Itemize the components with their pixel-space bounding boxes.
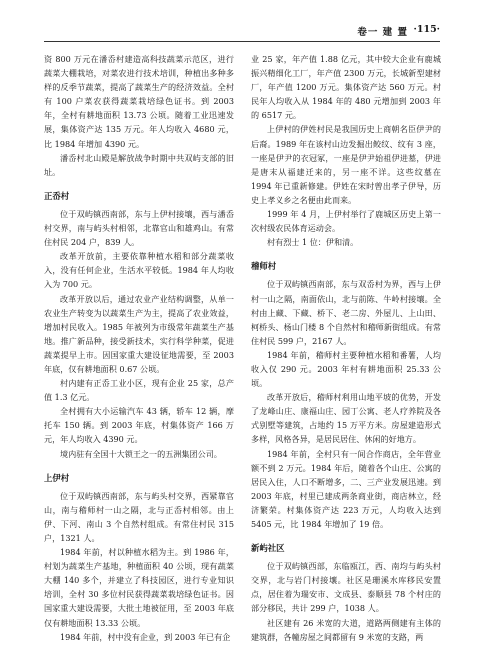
paragraph: 潘岙村北山殿是解放战争时期中共双屿支部的旧址。 (44, 152, 234, 177)
page-number: ·115· (413, 24, 440, 35)
paragraph: 位于双屿镇西南部，东与双岙村为界，西与上伊村一山之隔，南面依山，北与前陈、牛岭村接壤。全村由上藏、下藏、桥下、老二房、外屋儿、上山田、柯桥头、杨山门楼 8 个自然村和稽师新街组成。有常住村民 599 户，2167 人。 (251, 279, 441, 346)
section-heading: 上伊村 (44, 472, 70, 483)
paragraph: 业 25 家，年产值 1.88 亿元，其中较大企业有鹿城振兴精细化工厂，年产值 2300 万元，长城新型建材厂，年产值 1200 万元。集体资产达 560 万元。村民年人均收入从 1984 年的 480 元增加到 2003 年的 6517 元。 (251, 54, 441, 121)
paragraph: 村内建有正岙工业小区，现有企业 25 家，总产值 1.3 亿元。 (44, 378, 234, 403)
left-column (44, 52, 234, 644)
section-heading: 正岙村 (44, 190, 70, 201)
paragraph: 改革开放前，主要依靠种植水稻和部分蔬菜收入，没有任何企业，生活水平较低。1984 年人均收入为 700 元。 (44, 251, 234, 290)
header-rule (44, 41, 440, 42)
paragraph: 境内驻有全国十大锁王之一的五洲集团公司。 (60, 448, 222, 459)
paragraph: 资 800 万元在潘岙村建造高科技蔬菜示范区，进行蔬菜大棚栽培，对菜农进行技术培训，种植出多种多样的反季节蔬菜，提高了蔬菜生产的经济效益。全村有 100 户菜农获得蔬菜栽培绿色证书。到 2003 年，全村有耕地面积 13.73 公顷。随着工业迅速发展，集体资产达 135 万元。年人均收入 4680 元，比 1984 年增加 4390 元。 (44, 54, 234, 149)
paragraph: 1984 年前，稽师村主要种植水稻和番薯，人均收入仅 290 元。2003 年村有耕地面积 25.33 公顷。 (251, 349, 441, 389)
paragraph: 位于双屿镇西南部，东与屿头村交界，西紧靠官山，南与稽师村一山之隔，北与正岙村相邻。由上伊、下河、南山 3 个自然村组成。有常住村民 315 户，1321 人。 (44, 490, 234, 543)
paragraph: 1999 年 4 月，上伊村举行了鹿城区历史上第一次村级农民体育运动会。 (251, 209, 441, 234)
section-heading: 新屿社区 (251, 543, 285, 554)
running-title: 卷一 建 置 (357, 27, 408, 38)
section-heading: 稽师村 (251, 261, 277, 272)
paragraph: 1984 年前，村以种植水稻为主。到 1986 年，村划为蔬菜生产基地，种植面积 40 公顷，现有蔬菜大棚 140 多个，并建立了科技园区，进行专业知识培训，全村 30 多位村民获得蔬菜栽培绿色证书。因国家重大建设需要，大批土地被征用，至 2003 年底仅有耕地面积 13.33 公顷。 (44, 547, 234, 628)
paragraph: 上伊村的伊姓村民是我国历史上商朝名臣伊尹的后裔。1989 年在该村山边发掘出鲛纹、纹有 3 座，一座是伊尹的衣冠冢，一座是伊尹始祖伊进墓，伊进是唐末从福建迁来的，另一座不详。这些纹墓在 1994 年已重新修建。伊姓在宋时曾出孝子伊导，历史上孝义乡之名便由此而来。 (251, 124, 441, 205)
paragraph: 1984 年前，全村只有一间合作商店，全年营业额不到 2 万元。1984 年后，随着各个山庄、公寓的居民入住，人口不断增多，二、三产业发展迅速。到 2003 年底，村里已建成两条商业街，商店林立，经济繁荣。村集体资产达 223 万元，人均收入达到 5405 元，比 1984 年增加了 19 倍。 (251, 448, 441, 529)
paragraph: 社区建有 26 米宽的大道，道路两侧建有主体的建筑群，各幢房屋之间都留有 9 米宽的支路，两 (251, 617, 441, 642)
right-column (251, 52, 441, 644)
paragraph: 位于双屿镇西部，东临瓯江，西、南均与屿头村交界，北与岩门村接壤。社区是珊溪水库移民安置点，居住着为瑞安市、文成县、泰顺县 78 个村庄的部分移民，共计 299 户，1038 人。 (251, 561, 441, 614)
page-header (44, 22, 440, 42)
paragraph: 改革开放后，稽师村利用山地平坡的优势，开发了龙峰山庄、康福山庄、园丁公寓、老人疗养院及各式别墅等建筑，占地约 15 万平方米。房屋建造形式多样，风格各异，是居民居住、休闲的好地方。 (251, 392, 441, 445)
paragraph: 位于双屿镇西南部，东与上伊村接壤，西与潘岙村交界，南与屿头村相邻，北靠官山和雄鸡山。有常住村民 204 户，839 人。 (44, 208, 234, 248)
paragraph: 村有烈士 1 位：伊和清。 (267, 237, 359, 248)
paragraph: 改革开放以后，通过农业产业结构调整，从单一农业生产转变为以蔬菜生产为主，提高了农业效益，增加村民收入。1985 年被列为市级常年蔬菜生产基地。推广新品种，接受新技术，实行科学种菜，促进蔬菜提早上市。因国家重大建设征地需要，至 2003 年底，仅有耕地面积 0.67 公顷。 (44, 293, 234, 374)
paragraph: 1984 年前，村中没有企业，到 2003 年已有企 (60, 631, 231, 642)
paragraph: 全村拥有大小运输汽车 43 辆，轿车 12 辆，摩托车 150 辆。到 2003 年底，村集体资产 166 万元，年人均收入 4390 元。 (44, 406, 234, 445)
